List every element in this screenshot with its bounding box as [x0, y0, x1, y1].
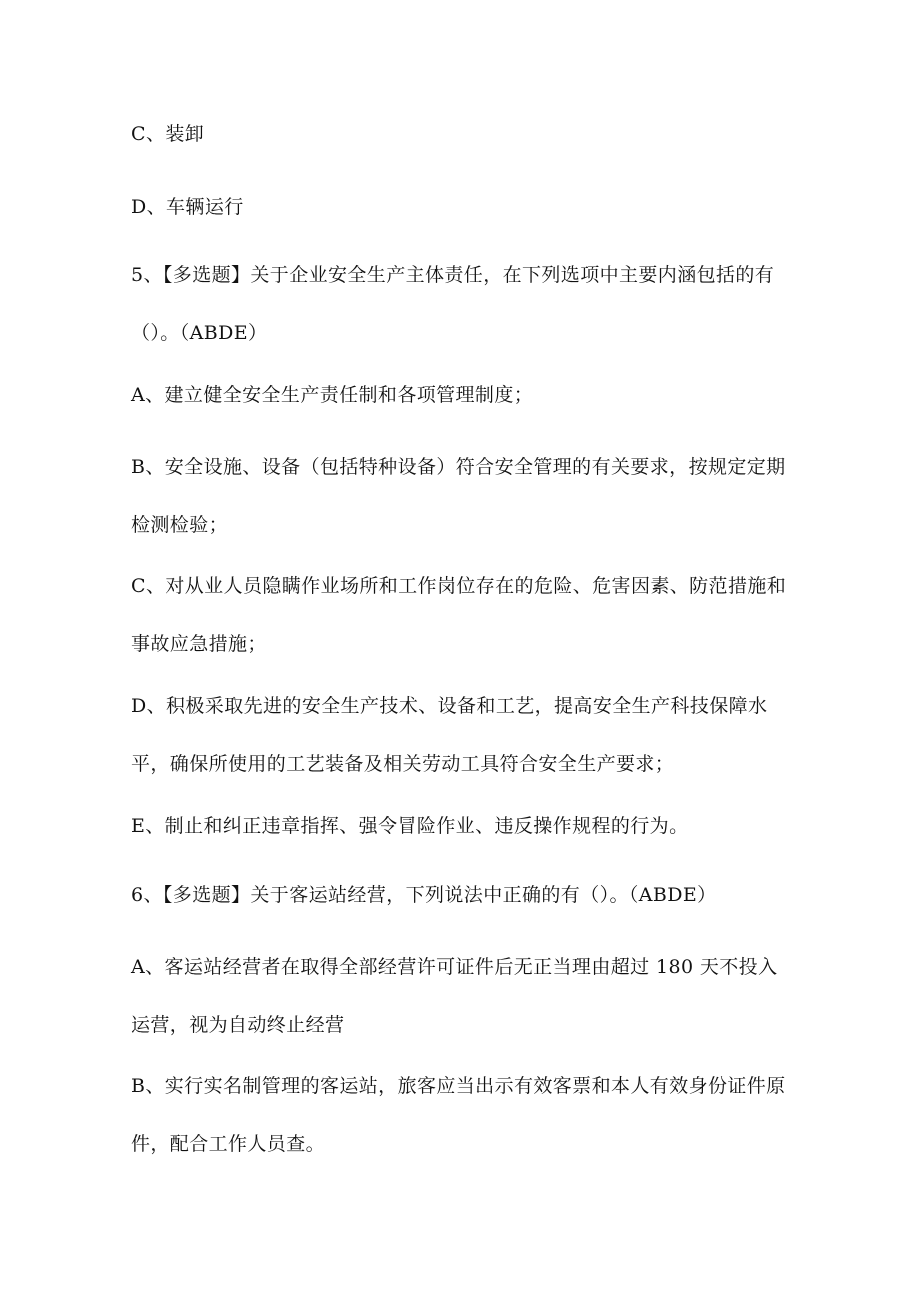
question-5-option-b: B、安全设施、设备（包括特种设备）符合安全管理的有关要求，按规定定期检测检验；: [131, 456, 786, 536]
question-5: 5、【多选题】关于企业安全生产主体责任，在下列选项中主要内涵包括的有（）。（ABDE）: [131, 264, 775, 344]
question-6: 6、【多选题】关于客运站经营，下列说法中正确的有（）。（ABDE）: [131, 884, 717, 906]
question-5-option-d: D、积极采取先进的安全生产技术、设备和工艺，提高安全生产科技保障水平，确保所使用的工艺装备及相关劳动工具符合安全生产要求；: [131, 695, 768, 775]
question-5-option-a: A、建立健全安全生产责任制和各项管理制度；: [131, 384, 534, 406]
question-6-option-a: A、客运站经营者在取得全部经营许可证件后无正当理由超过 180 天不投入运营，视为自动终止经营: [131, 956, 778, 1036]
option-d-vehicle-operation: D、车辆运行: [131, 196, 244, 218]
question-5-option-e: E、制止和纠正违章指挥、强令冒险作业、违反操作规程的行为。: [131, 815, 689, 837]
question-5-option-c: C、对从业人员隐瞒作业场所和工作岗位存在的危险、危害因素、防范措施和事故应急措施；: [131, 575, 787, 655]
question-6-option-b: B、实行实名制管理的客运站，旅客应当出示有效客票和本人有效身份证件原件，配合工作人员查。: [131, 1075, 786, 1155]
option-c-loading: C、装卸: [131, 123, 205, 145]
